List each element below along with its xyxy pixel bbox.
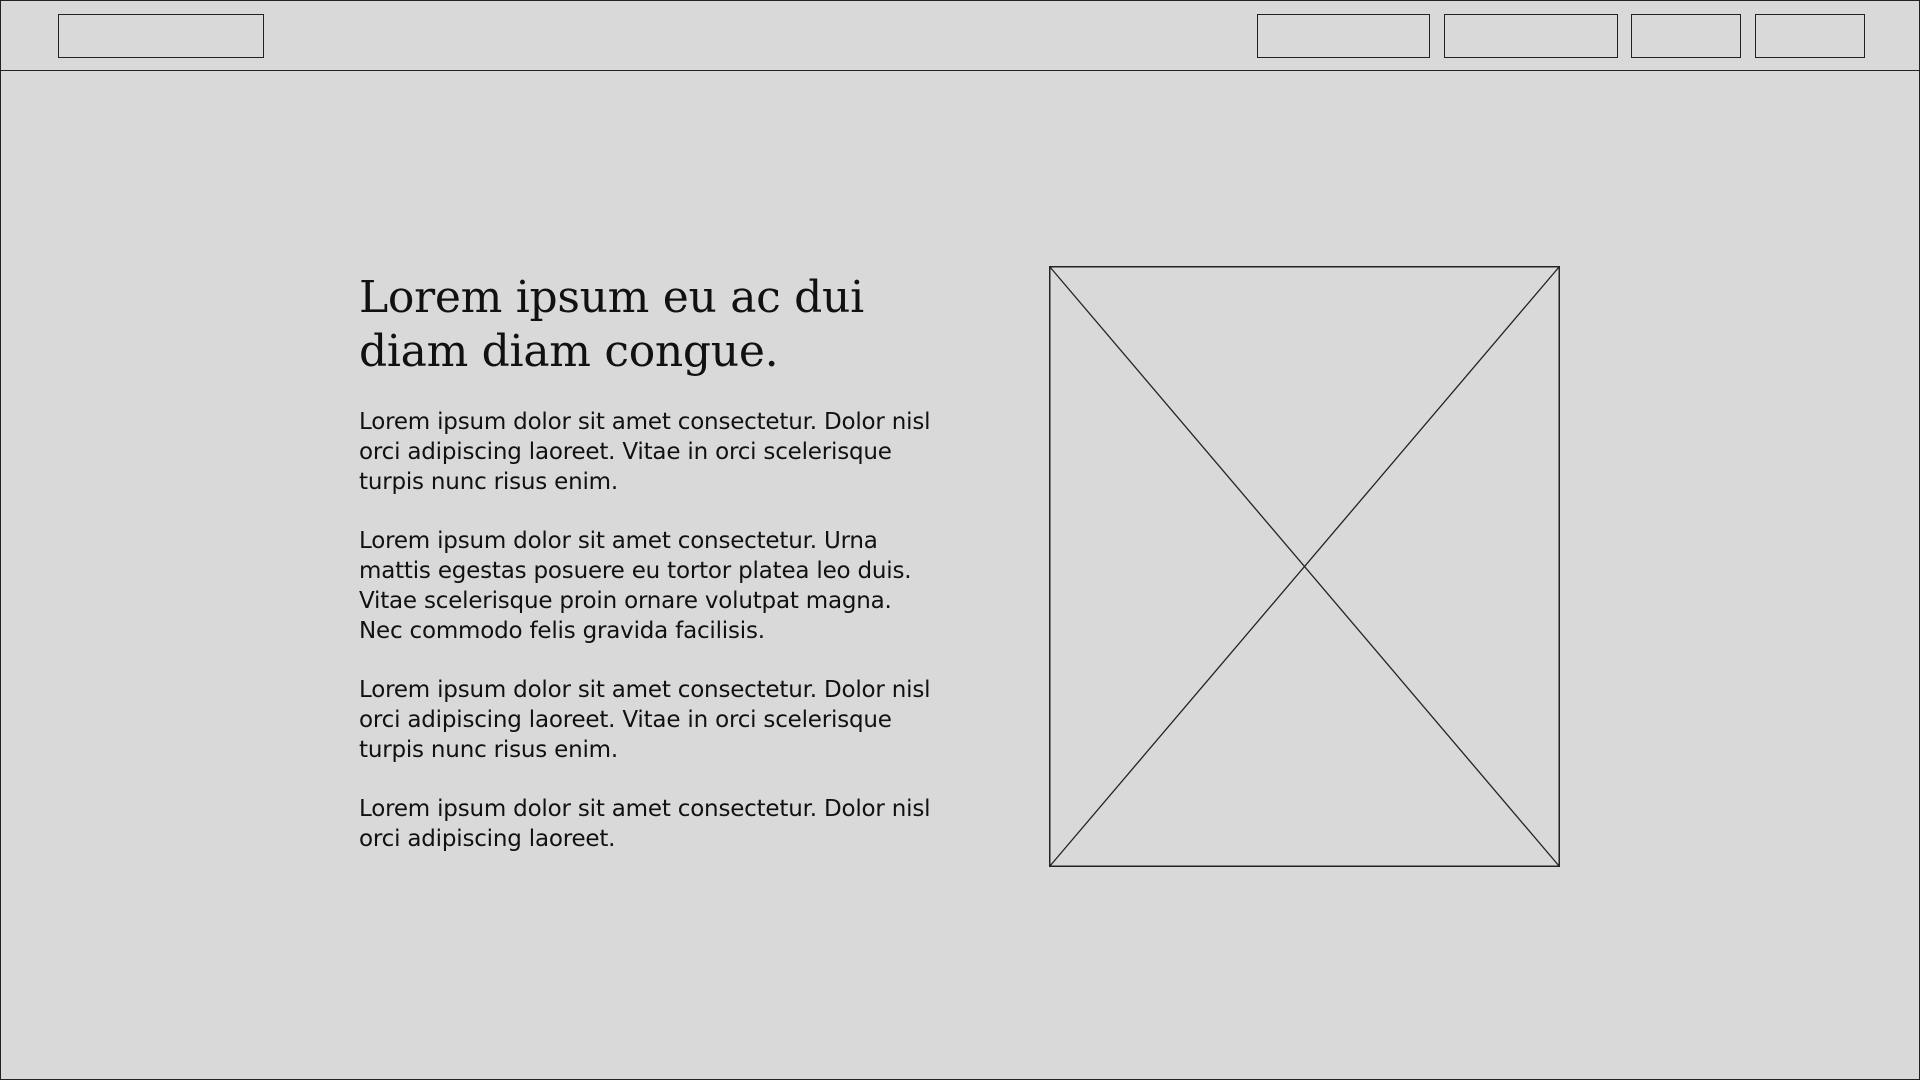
hero-paragraph-4: Lorem ipsum dolor sit amet consectetur. Dolor nisl orci adipiscing laoreet.	[359, 796, 931, 852]
nav-item-2[interactable]	[1444, 14, 1618, 58]
nav-item-1[interactable]	[1257, 14, 1430, 58]
image-placeholder	[1049, 266, 1560, 867]
header-bar	[1, 1, 1919, 71]
hero-text	[359, 271, 949, 883]
nav-item-3[interactable]	[1631, 14, 1741, 58]
nav-item-4[interactable]	[1755, 14, 1865, 58]
image-placeholder-icon	[1049, 266, 1560, 867]
logo-placeholder[interactable]	[58, 14, 264, 58]
hero-title: Lorem ipsum eu ac dui diam diam congue.	[359, 272, 864, 377]
hero-paragraph-2: Lorem ipsum dolor sit amet consectetur. Urna mattis egestas posuere eu tortor platea leo duis. Vitae scelerisque proin ornare volutpat magna. Nec commodo felis gravida facilisis.	[359, 528, 912, 644]
hero-paragraph-1: Lorem ipsum dolor sit amet consectetur. Dolor nisl orci adipiscing laoreet. Vitae in orci scelerisque turpis nunc risus enim.	[359, 409, 931, 495]
hero-paragraph-3: Lorem ipsum dolor sit amet consectetur. Dolor nisl orci adipiscing laoreet. Vitae in orci scelerisque turpis nunc risus enim.	[359, 677, 931, 763]
